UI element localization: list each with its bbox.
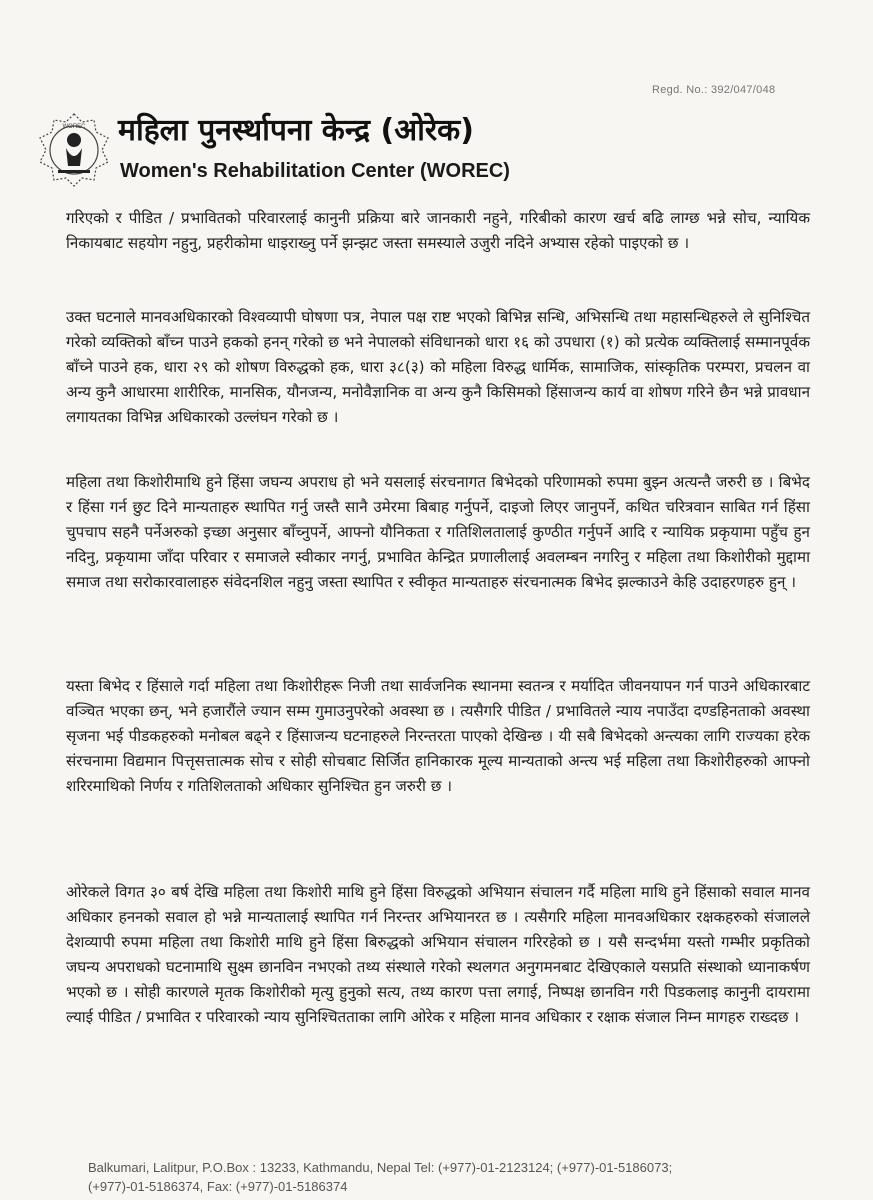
footer-address bbox=[88, 1158, 868, 1196]
body-paragraph-5: ओरेकले विगत ३० बर्ष देखि महिला तथा किशोरी माथि हुने हिंसा विरुद्धको अभियान संचालन गर्दै महिला माथि हुने हिंसाको सवाल मानव अधिकार हननको सवाल हो भन्ने मान्यतालाई स्थापित गर्न निरन्तर अभियानरत छ । त्यसैगरि महिला मानवअधिकार रक्षकहरुको संजालले देशव्यापी रुपमा महिला तथा किशोरी माथि हुने हिंसा बिरुद्धको अभियान संचालन गरिरहेको छ । यसै सन्दर्भमा यस्तो गम्भीर प्रकृतिको जघन्य अपराधको घटनामाथि सुक्ष्म छानविन नभएको तथ्य संस्थाले गरेको स्थलगत अनुगमनबाट देखिएकाले यसप्रति संस्थाको ध्यानाकर्षण भएको छ । सोही कारणले मृतक किशोरीको मृत्यु हुनुको सत्य, तथ्य कारण पत्ता लगाई, निष्पक्ष छानविन गरी पिडकलाइ कानुनी दायरामा ल्याई पीडित / प्रभावित र परिवारको न्याय सुनिश्चितताका लागि ओरेक र महिला मानव अधिकार र रक्षाक संजाल निम्न मागहरु राख्दछ । bbox=[66, 883, 810, 1026]
worec-emblem-icon bbox=[36, 112, 112, 188]
registration-number: Regd. No.: 392/047/048 bbox=[652, 84, 776, 96]
body-paragraph-3: महिला तथा किशोरीमाथि हुने हिंसा जघन्य अपराध हो भने यसलाई संरचनागत बिभेदको परिणामको रुपमा बुझ्न अत्यन्तै जरुरी छ । बिभेद र हिंसा गर्न छुट दिने मान्यताहरु स्थापित गर्नु जस्तै सानै उमेरमा बिबाह गर्नुपर्ने, दाइजो लिएर जानुपर्ने, कथित चरित्रवान साबित गर्न हिंसा चुपचाप सहनै पर्नेअरुको इच्छा अनुसार बाँच्नुपर्ने, आफ्नो यौनिकता र गतिशिलतालाई कुण्ठीत गर्नुपर्ने आदि र न्यायिक प्रकृयामा पहुँच हुन नदिनु, प्रकृयामा जाँदा परिवार र समाजले स्वीकार नगर्नु, प्रभावित केन्द्रित प्रणालीलाई अवलम्बन नगरिनु र महिला तथा किशोरीको मुद्दामा समाज तथा सरोकारवालाहरु संवेदनशिल नहुनु जस्ता स्थापित र स्वीकृत मान्यताहरु संरचनात्मक बिभेद झल्काउने केहि उदाहरणहरु हुन् । bbox=[66, 473, 810, 591]
body-paragraph-4: यस्ता बिभेद र हिंसाले गर्दा महिला तथा किशोरीहरू निजी तथा सार्वजनिक स्थानमा स्वतन्त्र र मर्यादित जीवनयापन गर्न पाउने अधिकारबाट वञ्चित भएका छन्, भने हजारौंले ज्यान सम्म गुमाउनुपरेको अवस्था छ । त्यसैगरि पीडित / प्रभावितले न्याय नपाउँदा दण्डहिनताको अवस्था सृजना भई पीडकहरुको मनोबल बढ्ने र हिंसाजन्य घटनाहरुले निरन्तरता पाएको देखिन्छ । यी सबै बिभेदको अन्त्यका लागि राज्यका हरेक संरचनामा विद्यमान पित्तृसत्तात्मक सोच र सोही सोचबाट सिर्जित हानिकारक मूल्य मान्यताको अन्त्य भई महिला तथा किशोरीहरुको आफ्नो शरिरमाथिको निर्णय र गतिशिलताको अधिकार सुनिश्चित हुन जरुरी छ । bbox=[66, 677, 810, 795]
org-name-english: Women's Rehabilitation Center (WOREC) bbox=[120, 160, 510, 182]
body-paragraph-1: गरिएको र पीडित / प्रभावितको परिवारलाई कानुनी प्रक्रिया बारे जानकारी नहुने, गरिबीको कारण खर्च बढि लाग्छ भन्ने सोच, न्यायिक निकायबाट सहयोग नहुनु, प्रहरीकोमा धाइराख्नु पर्ने झन्झट जस्ता समस्याले उजुरी नदिने अभ्यास रहेको पाइएको छ । bbox=[66, 209, 810, 252]
footer-line-1: Balkumari, Lalitpur, P.O.Box : 13233, Kathmandu, Nepal Tel: (+977)-01-2123124; (+977)-01-5186073; bbox=[88, 1160, 673, 1175]
org-name-nepali: महिला पुनर्स्थापना केन्द्र (ओरेक) bbox=[118, 113, 474, 148]
logo-text: WOREC bbox=[62, 124, 86, 130]
footer-line-2: (+977)-01-5186374, Fax: (+977)-01-5186374 bbox=[88, 1179, 348, 1194]
body-paragraph-2: उक्त घटनाले मानवअधिकारको विश्वव्यापी घोषणा पत्र, नेपाल पक्ष राष्ट भएको बिभिन्न सन्धि, अभिसन्धि तथा महासन्धिहरुले ले सुनिश्चित गरेको व्यक्तिको बाँच्न पाउने हकको हनन् गरेको छ भने नेपालको संविधानको धारा १६ को उपधारा (१) को प्रत्येक व्यक्तिलाई सम्मानपूर्वक बाँच्ने पाउने हक, धारा २९ को शोषण विरुद्धको हक, धारा ३८(३) को महिला विरुद्ध धार्मिक, सामाजिक, सांस्कृतिक परम्परा, प्रचलन वा अन्य कुनै आधारमा शारीरिक, मानसिक, यौनजन्य, मनोवैज्ञानिक वा अन्य कुनै किसिमको हिंसाजन्य कार्य वा शोषण गरिने छैन भन्ने प्रावधान लगायतका विभिन्न अधिकारको उल्लंघन गरेको छ । bbox=[66, 308, 810, 426]
